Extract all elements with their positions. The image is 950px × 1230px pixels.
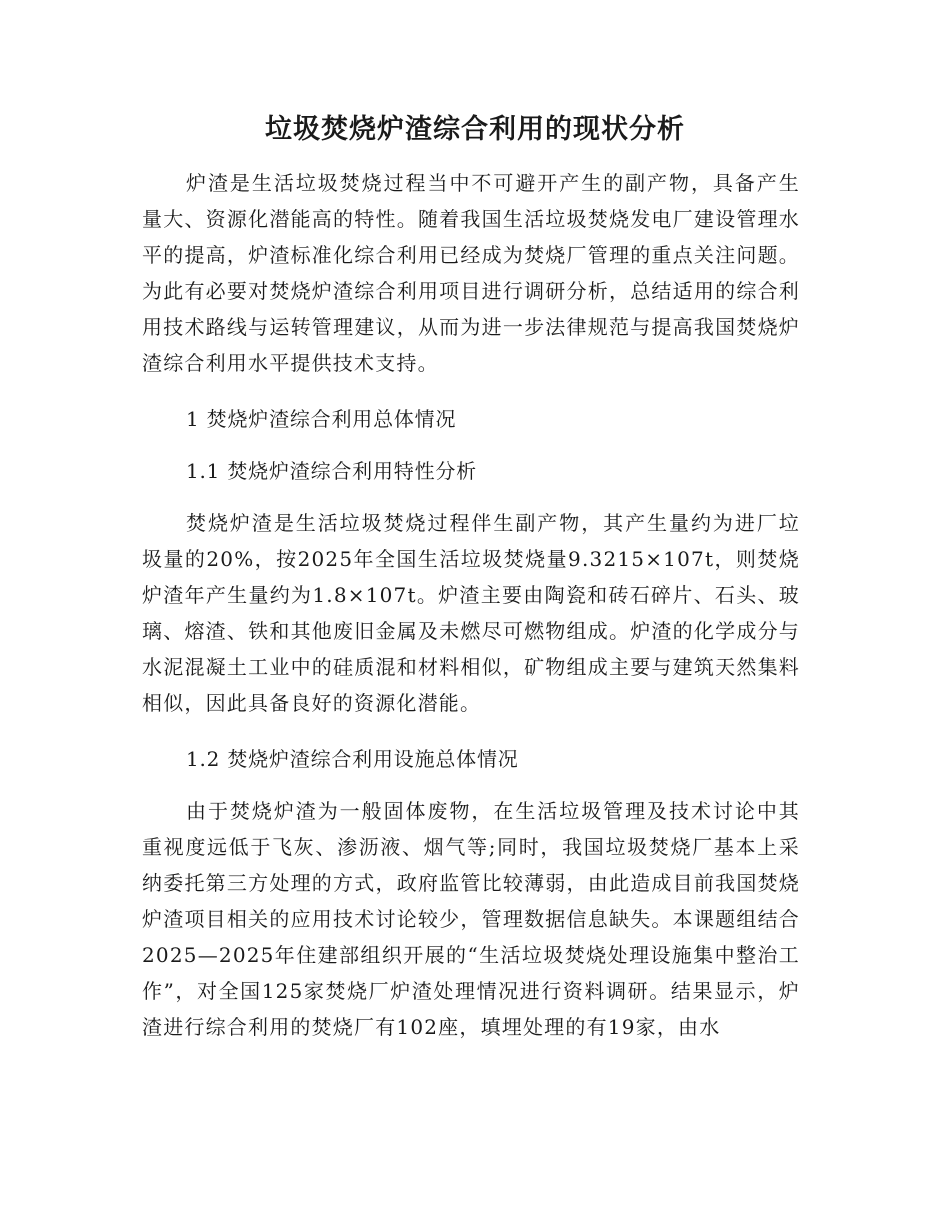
heading-section-1: 1 焚烧炉渣综合利用总体情况 bbox=[186, 407, 457, 431]
paragraph-characteristics: 焚烧炉渣是生活垃圾焚烧过程伴生副产物，其产生量约为进厂垃圾量的20%，按2025年全国生活垃圾焚烧量9.3215×107t，则焚烧炉渣年产生量约为1.8×107t。炉渣主要由陶瓷和砖石碎片、石头、玻璃、熔渣、铁和其他废旧金属及未燃尽可燃物组成。炉渣的化学成分与水泥混凝土工业中的硅质混和材料相似，矿物组成主要与建筑天然集料相似，因此具备良好的资源化潜能。 bbox=[142, 511, 800, 715]
paragraph-facilities: 由于焚烧炉渣为一般固体废物，在生活垃圾管理及技术讨论中其重视度远低于飞灰、渗沥液、烟气等;同时，我国垃圾焚烧厂基本上采纳委托第三方处理的方式，政府监管比较薄弱，由此造成目前我国焚烧炉渣项目相关的应用技术讨论较少，管理数据信息缺失。本课题组结合2025—2025年住建部组织开展的“生活垃圾焚烧处理设施集中整治工作”，对全国125家焚烧厂炉渣处理情况进行资料调研。结果显示，炉渣进行综合利用的焚烧厂有102座，填埋处理的有19家，由水 bbox=[142, 799, 800, 1039]
document-body bbox=[142, 165, 800, 1045]
heading-section-1-2: 1.2 焚烧炉渣综合利用设施总体情况 bbox=[186, 747, 519, 771]
paragraph-intro: 炉渣是生活垃圾焚烧过程当中不可避开产生的副产物，具备产生量大、资源化潜能高的特性。随着我国生活垃圾焚烧发电厂建设管理水平的提高，炉渣标准化综合利用已经成为焚烧厂管理的重点关注问题。为此有必要对焚烧炉渣综合利用项目进行调研分析，总结适用的综合利用技术路线与运转管理建议，从而为进一步法律规范与提高我国焚烧炉渣综合利用水平提供技术支持。 bbox=[142, 171, 800, 375]
heading-section-1-1: 1.1 焚烧炉渣综合利用特性分析 bbox=[186, 459, 477, 483]
document-title: 垃圾焚烧炉渣综合利用的现状分析 bbox=[265, 114, 685, 145]
